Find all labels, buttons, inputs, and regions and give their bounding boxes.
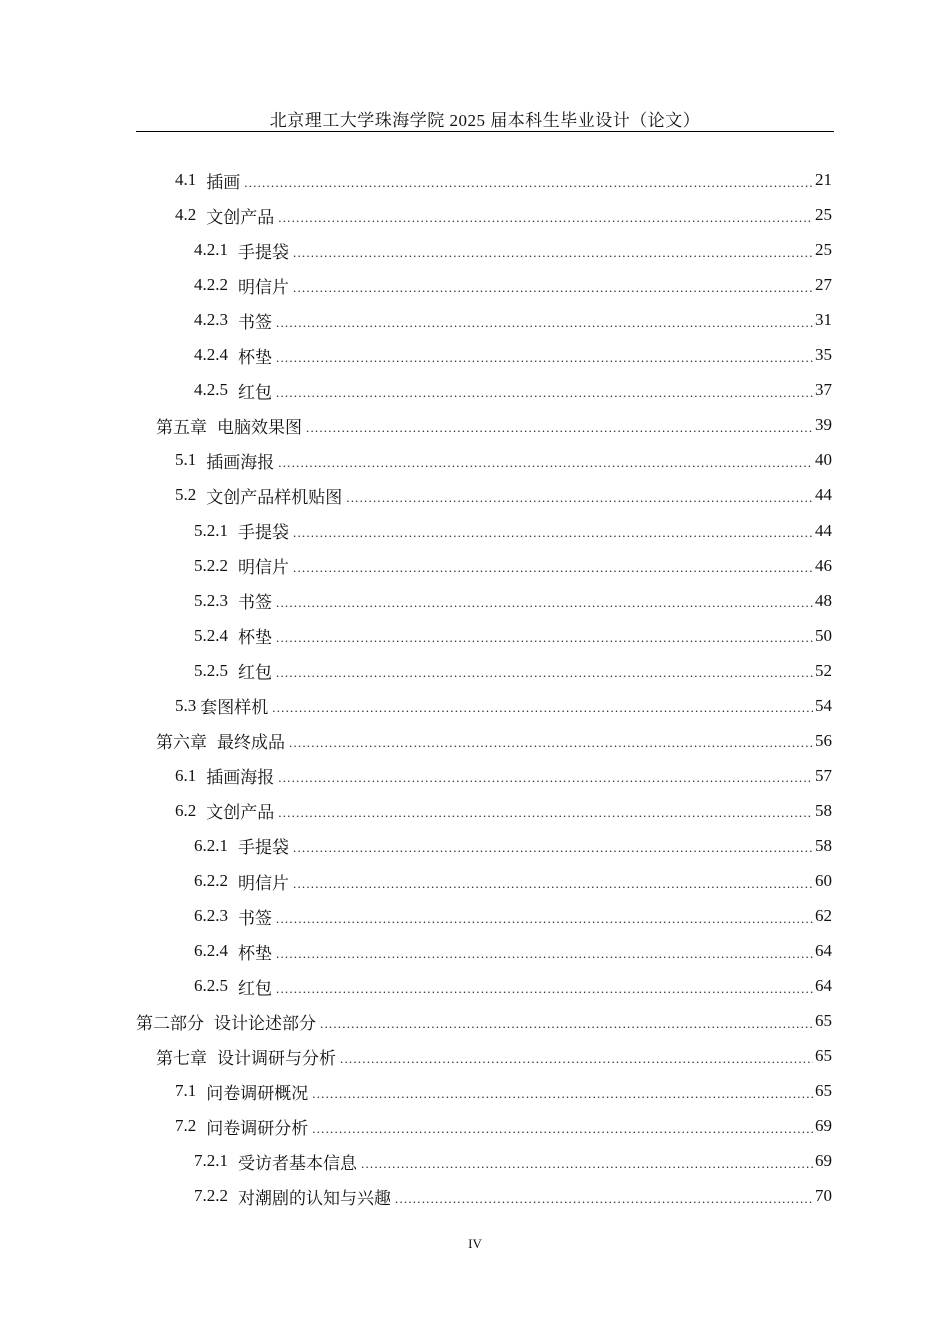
toc-entry[interactable]	[175, 198, 832, 232]
toc-entry-title: 插画海报	[206, 452, 275, 472]
toc-entry-page: 37	[815, 380, 832, 400]
toc-entry[interactable]	[175, 1109, 832, 1143]
toc-entry-title: 明信片	[238, 873, 289, 893]
toc-entry-title: 问卷调研分析	[206, 1118, 309, 1138]
toc-entry-title: 设计调研与分析	[217, 1048, 336, 1068]
dot-leader	[395, 1190, 813, 1207]
dot-leader	[276, 629, 813, 646]
dot-leader	[278, 804, 813, 821]
dot-leader	[278, 209, 813, 226]
toc-entry-title: 受访者基本信息	[238, 1153, 357, 1173]
toc-entry-title: 杯垫	[238, 628, 272, 648]
toc-entry-number: 5.2.1	[194, 520, 228, 540]
toc-entry-number: 第五章	[156, 417, 207, 437]
toc-entry-page: 65	[815, 1081, 832, 1101]
toc-entry-number: 6.2.1	[194, 835, 228, 855]
toc-entry[interactable]	[194, 338, 832, 372]
toc-entry[interactable]	[136, 1004, 832, 1038]
toc-entry-title: 明信片	[238, 277, 289, 297]
toc-entry-page: 27	[815, 275, 832, 295]
toc-entry-number: 第七章	[156, 1048, 207, 1068]
toc-entry-title: 电脑效果图	[217, 417, 302, 437]
toc-entry-title: 书签	[238, 312, 272, 332]
dot-leader	[276, 980, 813, 997]
toc-entry-number: 5.3	[175, 695, 197, 715]
toc-entry[interactable]	[175, 759, 832, 793]
dot-leader	[340, 1050, 813, 1067]
toc-entry-title: 插画海报	[206, 768, 275, 788]
toc-entry-number: 7.2.1	[194, 1151, 228, 1171]
toc-entry-number: 5.2.3	[194, 590, 228, 610]
toc-entry-number: 4.2.4	[194, 345, 228, 365]
toc-entry[interactable]	[175, 478, 832, 512]
toc-entry[interactable]	[156, 724, 832, 758]
dot-leader	[293, 875, 813, 892]
toc-entry-title: 红包	[238, 663, 272, 683]
toc-entry[interactable]	[194, 233, 832, 267]
toc-entry-title: 套图样机	[200, 698, 269, 718]
toc-entry-title: 明信片	[238, 558, 289, 578]
toc-entry[interactable]	[194, 549, 832, 583]
toc-entry-title: 手提袋	[238, 242, 289, 262]
toc-entry[interactable]	[175, 794, 832, 828]
toc-entry-page: 56	[815, 730, 832, 750]
toc-entry-page: 35	[815, 345, 832, 365]
toc-entry-page: 65	[815, 1011, 832, 1031]
toc-entry-number: 4.2.5	[194, 380, 228, 400]
toc-entry-title: 对潮剧的认知与兴趣	[238, 1188, 391, 1208]
toc-entry-title: 手提袋	[238, 838, 289, 858]
toc-entry[interactable]	[175, 443, 832, 477]
dot-leader	[293, 839, 813, 856]
toc-entry-page: 58	[815, 800, 832, 820]
toc-entry-number: 6.2.4	[194, 941, 228, 961]
toc-entry[interactable]	[194, 654, 832, 688]
dot-leader	[276, 664, 813, 681]
toc-entry-number: 4.1	[175, 170, 197, 189]
dot-leader	[276, 384, 813, 401]
dot-leader	[312, 1120, 813, 1137]
toc-entry-number: 4.2.3	[194, 310, 228, 330]
toc-entry-number: 第六章	[156, 733, 207, 753]
toc-entry-number: 5.2.2	[194, 555, 228, 575]
dot-leader	[276, 314, 813, 331]
toc-entry-page: 54	[815, 695, 832, 715]
dot-leader	[276, 910, 813, 927]
toc-entry-page: 69	[815, 1151, 832, 1171]
toc-entry[interactable]	[175, 1074, 832, 1108]
toc-entry-title: 杯垫	[238, 347, 272, 367]
toc-entry[interactable]	[194, 584, 832, 618]
toc-entry-page: 50	[815, 625, 832, 645]
toc-entry-page: 46	[815, 555, 832, 575]
toc-entry-title: 文创产品	[206, 803, 275, 823]
running-header: 北京理工大学珠海学院 2025 届本科生毕业设计（论文）	[269, 111, 701, 130]
page-number: IV	[468, 1236, 482, 1251]
toc-entry-page: 31	[815, 310, 832, 330]
toc-entry-page: 65	[815, 1046, 832, 1066]
toc-entry[interactable]	[194, 829, 832, 863]
toc-entry-page: 44	[815, 520, 832, 540]
toc-entry-number: 4.2	[175, 205, 197, 225]
toc-entry-title: 手提袋	[238, 523, 289, 542]
toc-entry-page: 52	[815, 660, 832, 680]
toc-entry[interactable]	[194, 1179, 832, 1213]
toc-entry-number: 6.1	[175, 765, 197, 785]
dot-leader	[276, 349, 813, 366]
toc-entry-number: 4.2.1	[194, 240, 228, 260]
dot-leader	[312, 1085, 813, 1102]
toc-entry[interactable]	[194, 899, 832, 933]
toc-entry-page: 64	[815, 976, 832, 996]
dot-leader	[289, 734, 813, 751]
dot-leader	[361, 1155, 813, 1172]
toc-entry[interactable]	[156, 408, 832, 442]
toc-entry-number: 6.2	[175, 800, 197, 820]
toc-entry[interactable]	[194, 303, 832, 337]
dot-leader	[293, 279, 813, 296]
toc-entry-number: 第二部分	[136, 1013, 204, 1033]
toc-entry-title: 最终成品	[217, 733, 285, 753]
toc-entry-page: 39	[815, 415, 832, 435]
toc-entry[interactable]	[194, 514, 832, 548]
dot-leader	[272, 699, 813, 716]
dot-leader	[278, 454, 813, 471]
toc-entry-page: 70	[815, 1186, 832, 1206]
toc-entry-number: 6.2.5	[194, 976, 228, 996]
dot-leader	[320, 1015, 813, 1032]
toc-entry[interactable]	[175, 163, 832, 197]
toc-entry-title: 红包	[238, 978, 272, 998]
dot-leader	[278, 769, 813, 786]
toc-entry[interactable]	[194, 373, 832, 407]
dot-leader	[346, 489, 813, 506]
toc-entry-number: 4.2.2	[194, 275, 228, 295]
toc-entry-page: 48	[815, 590, 832, 610]
toc-entry-number: 6.2.3	[194, 906, 228, 926]
toc-entry-page: 40	[815, 450, 832, 470]
toc-entry-number: 7.2	[175, 1116, 197, 1136]
toc-entry-number: 5.2	[175, 485, 197, 505]
toc-entry-title: 问卷调研概况	[206, 1083, 309, 1103]
toc-entry[interactable]	[194, 1144, 832, 1178]
header-rule	[136, 131, 834, 132]
toc-entry[interactable]	[194, 864, 832, 898]
toc-entry-title: 文创产品样机贴图	[206, 487, 343, 507]
toc-entry[interactable]	[175, 689, 832, 723]
toc-entry-number: 5.1	[175, 450, 197, 470]
toc-entry-page: 69	[815, 1116, 832, 1136]
toc-entry-number: 5.2.4	[194, 625, 228, 645]
toc-entry-number: 7.1	[175, 1081, 197, 1101]
toc-entry[interactable]	[194, 969, 832, 1003]
dot-leader	[293, 559, 813, 576]
toc-entry-number: 6.2.2	[194, 871, 228, 890]
dot-leader	[276, 945, 813, 962]
toc-entry-page: 57	[815, 765, 832, 785]
dot-leader	[306, 419, 813, 436]
toc-entry-page: 64	[815, 941, 832, 961]
toc-entry-title: 书签	[238, 908, 272, 928]
toc-entry-title: 文创产品	[206, 207, 275, 227]
toc-entry-page: 58	[815, 835, 832, 855]
toc-entry-title: 插画	[206, 172, 241, 192]
toc-entry-page: 44	[815, 485, 832, 505]
toc-entry-number: 7.2.2	[194, 1186, 228, 1206]
toc-entry-number: 5.2.5	[194, 660, 228, 680]
dot-leader	[276, 594, 813, 611]
toc-entry-page: 60	[815, 871, 832, 890]
toc-entry-page: 25	[815, 240, 832, 260]
dot-leader	[293, 244, 813, 261]
toc-entry-title: 红包	[238, 382, 272, 402]
toc-entry-page: 21	[815, 170, 832, 189]
dot-leader	[244, 174, 813, 191]
toc-entry-page: 25	[815, 205, 832, 225]
dot-leader	[293, 524, 813, 541]
toc-entry[interactable]	[156, 1039, 832, 1073]
toc-entry-title: 杯垫	[238, 943, 272, 963]
toc-entry-title: 书签	[238, 593, 272, 613]
toc-entry-page: 62	[815, 906, 832, 926]
toc-entry[interactable]	[194, 934, 832, 968]
toc-entry[interactable]	[194, 619, 832, 653]
toc-entry-title: 设计论述部分	[214, 1013, 316, 1033]
toc-entry[interactable]	[194, 268, 832, 302]
